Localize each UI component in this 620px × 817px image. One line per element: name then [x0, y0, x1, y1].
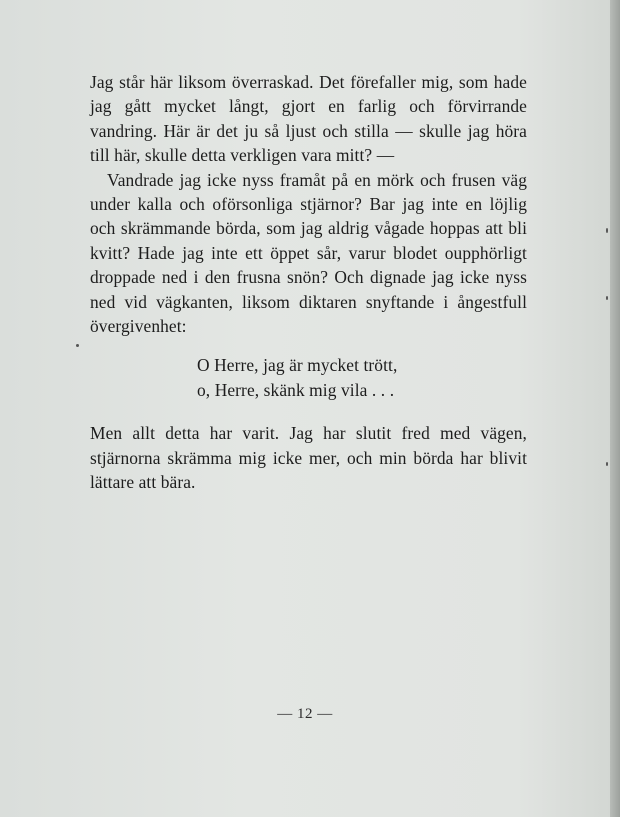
verse-line-1: O Herre, jag är mycket trött,: [197, 355, 398, 376]
paper-speck: [606, 296, 608, 300]
verse-line-2: o, Herre, skänk mig vila . . .: [197, 379, 395, 400]
paragraph-3: Men allt detta har varit. Jag har slutit fred med vägen, stjärnorna skrämma mig icke mer, och min börda har blivit lättare att bära.: [90, 423, 527, 493]
paper-speck: [606, 228, 608, 233]
paragraph-2: Vandrade jag icke nyss framåt på en mörk och frusen väg under kalla och oförsonliga stjärnor? Bar jag inte en löjlig och skrämmande börda, som jag aldrig vågade hoppas att bli kvitt? Hade jag inte ett öppet sår, varur blodet oupphörligt droppade ned i den frusna snön? Och dignade jag icke nyss ned vid vägkanten, liksom diktaren snyftande i ångestfull övergivenhet:: [90, 169, 527, 337]
paragraph-1: Jag står här liksom överraskad. Det förefaller mig, som hade jag gått mycket långt, gjort en farlig och förvirrande vandring. Här är det ju så ljust och stilla — skulle jag höra till här, skulle detta verkligen vara mitt? —: [90, 72, 527, 166]
page-body: [90, 70, 527, 495]
verse-quote: [197, 353, 527, 402]
paper-speck: [606, 462, 608, 466]
page-gutter: [610, 0, 620, 817]
paper-speck: [76, 344, 79, 347]
page-number: — 12 —: [277, 706, 333, 722]
